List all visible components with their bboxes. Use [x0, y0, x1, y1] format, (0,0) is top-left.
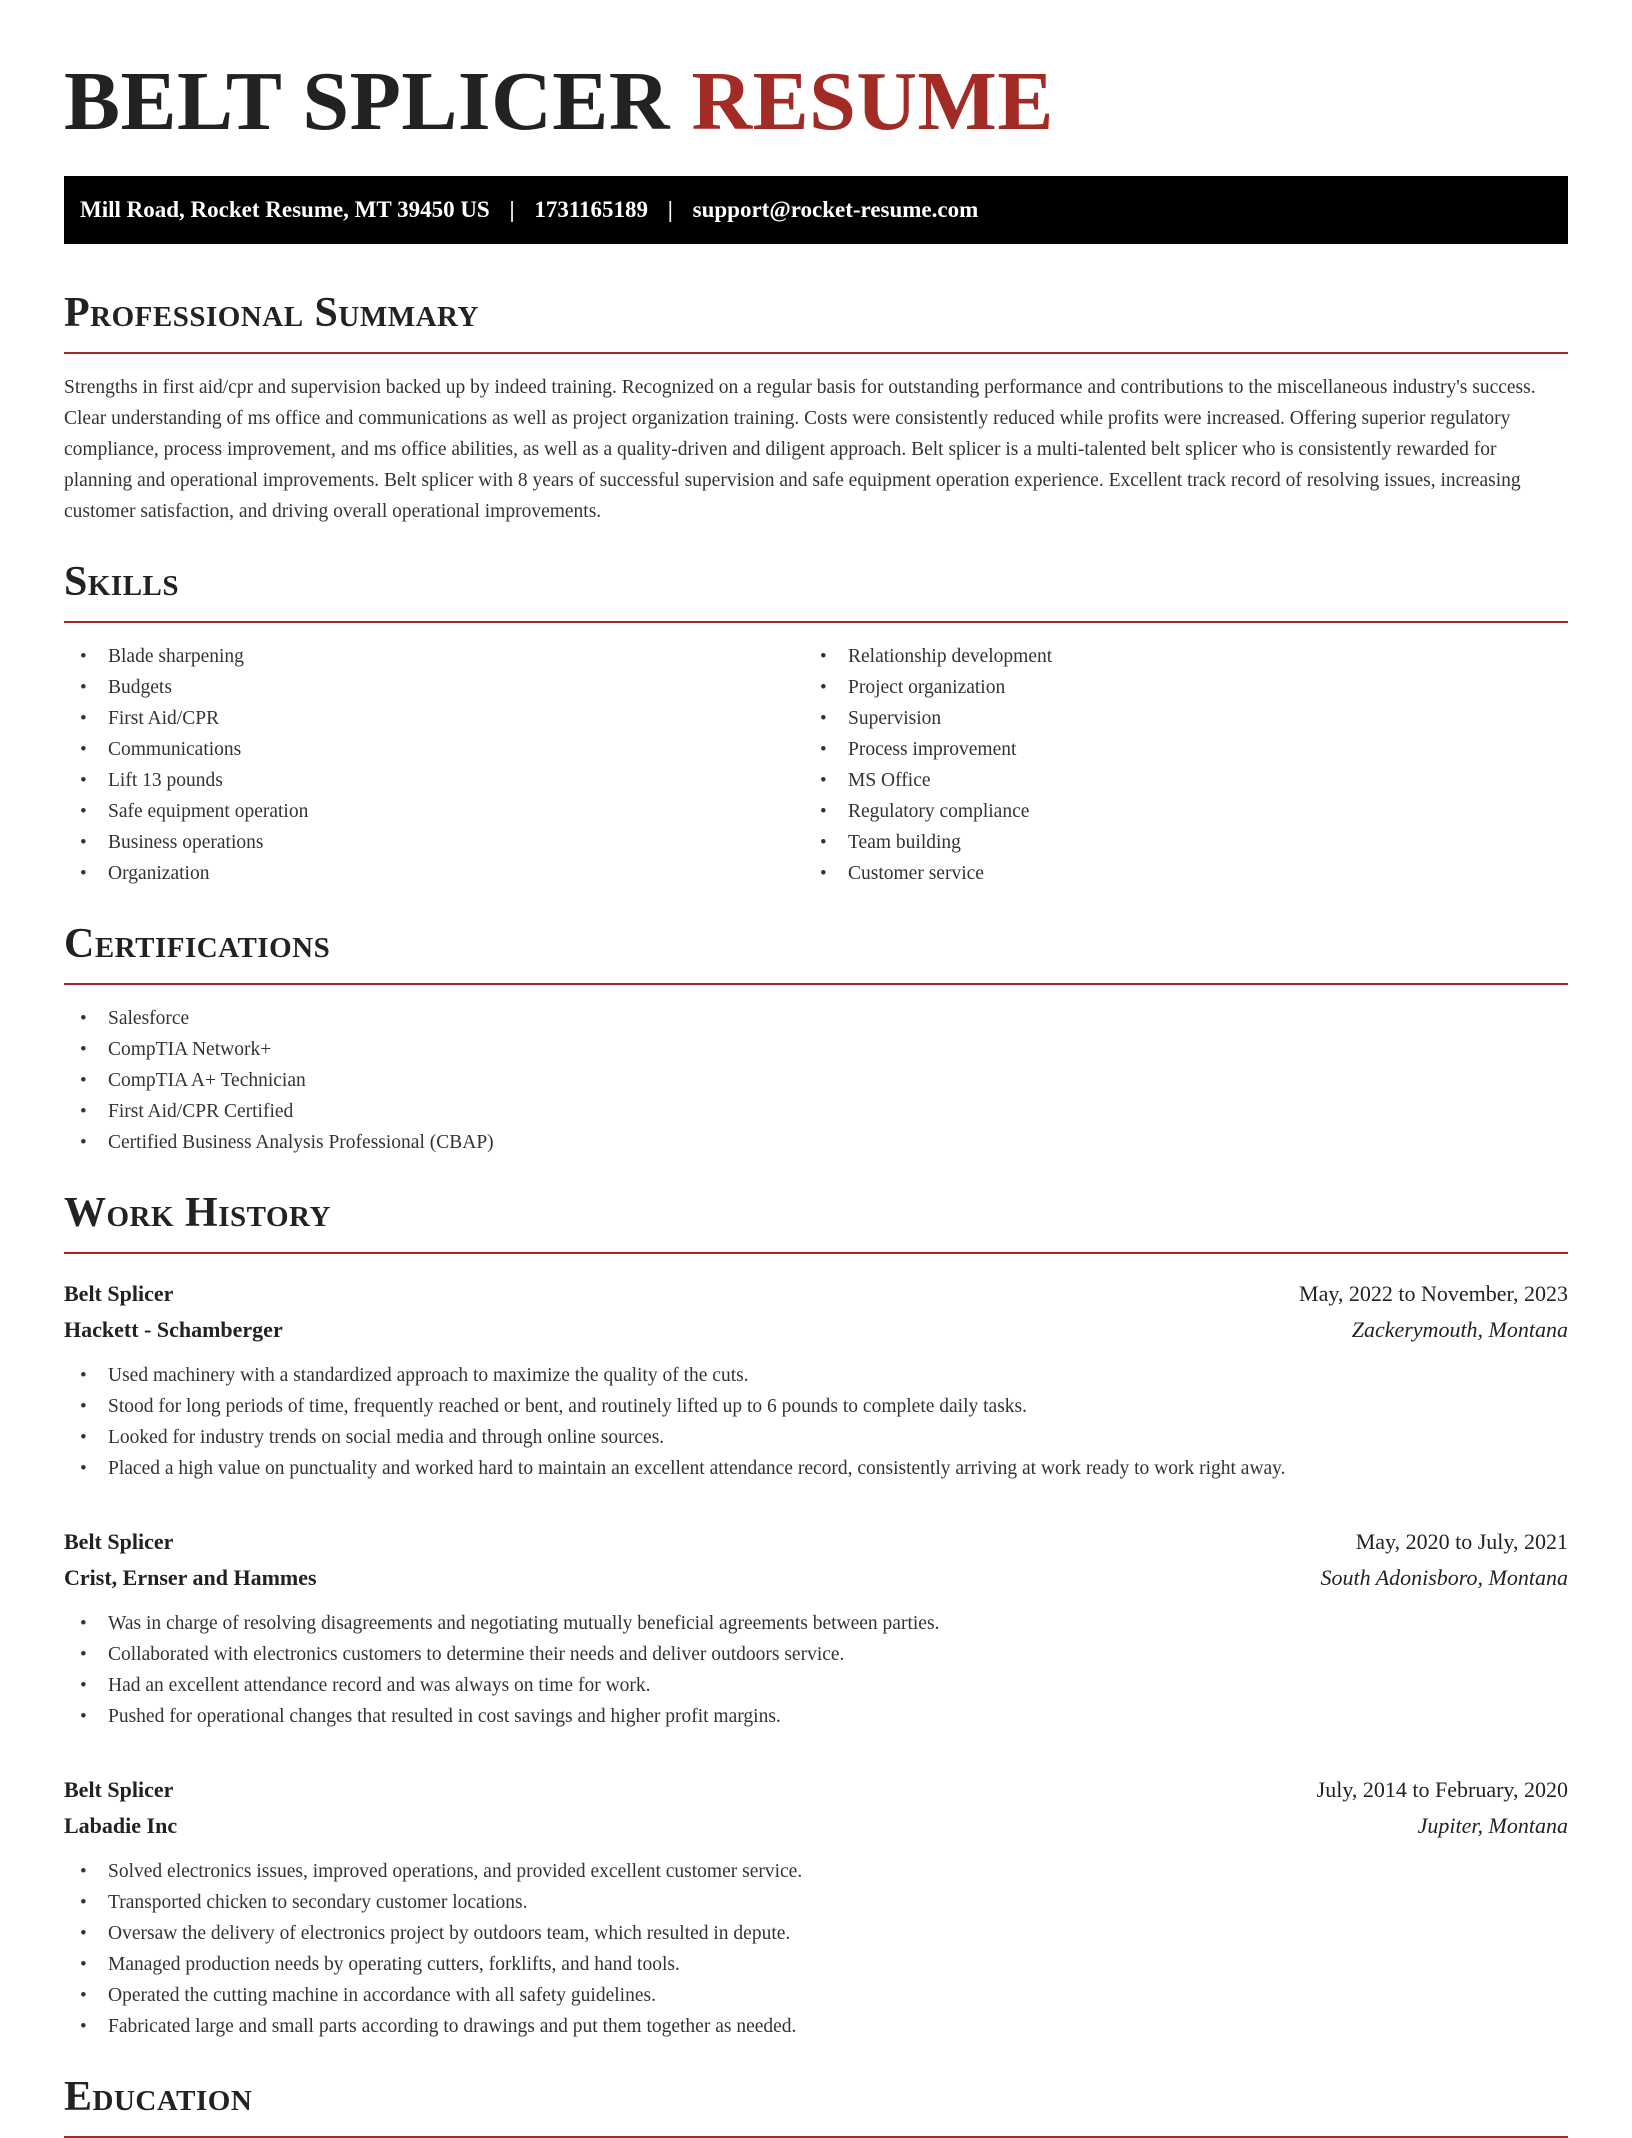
bullet-icon: • [80, 1008, 87, 1029]
skill-item-text: MS Office [848, 770, 931, 791]
certifications-list [64, 1003, 1568, 1158]
job-company: Crist, Ernser and Hammes [64, 1565, 317, 1590]
job-duties [64, 1856, 1568, 2042]
job-location: Zackerymouth, Montana [1351, 1317, 1568, 1342]
bullet-icon: • [80, 1613, 87, 1634]
job-duty-item [64, 1391, 1568, 1422]
job-title: Belt Splicer [64, 1777, 174, 1802]
certification-item-text: First Aid/CPR Certified [108, 1101, 294, 1122]
skill-item [804, 641, 1544, 672]
contact-email: support@rocket-resume.com [692, 197, 979, 222]
education-heading: Education [64, 2074, 253, 2120]
bullet-icon: • [80, 863, 87, 884]
certification-item-text: CompTIA A+ Technician [108, 1070, 306, 1091]
bullet-icon: • [80, 1706, 87, 1727]
bullet-icon: • [820, 801, 827, 822]
job-company-row [64, 1312, 1568, 1348]
job-duty-item [64, 1949, 1568, 1980]
skill-item [804, 796, 1544, 827]
job-duty-item-text: Managed production needs by operating cutters, forklifts, and hand tools. [108, 1954, 680, 1975]
job-duty-item-text: Placed a high value on punctuality and worked hard to maintain an excellent attendance record, consistently arriving at work ready to work right away. [108, 1458, 1286, 1479]
bullet-icon: • [820, 770, 827, 791]
job-duty-item [64, 1608, 1568, 1639]
bullet-icon: • [80, 801, 87, 822]
skill-item-text: Communications [108, 739, 242, 760]
contact-phone: 1731165189 [534, 197, 649, 222]
skill-item-text: Organization [108, 863, 210, 884]
resume-content [64, 0, 1568, 2138]
bullet-icon: • [80, 739, 87, 760]
bullet-icon: • [820, 677, 827, 698]
bullet-icon: • [80, 1070, 87, 1091]
contact-separator: | [509, 197, 515, 222]
job-dates: May, 2022 to November, 2023 [1299, 1281, 1568, 1306]
skill-item [64, 734, 804, 765]
certification-item [64, 1034, 1568, 1065]
title-main: BELT SPLICER [64, 55, 670, 148]
bullet-icon: • [80, 1101, 87, 1122]
job-duty-item [64, 1887, 1568, 1918]
job-duties [64, 1360, 1568, 1484]
skills-list-left [64, 641, 804, 889]
certification-item-text: Certified Business Analysis Professional (CBAP) [108, 1132, 494, 1153]
bullet-icon: • [80, 677, 87, 698]
job-duty-item [64, 2011, 1568, 2042]
job-duties [64, 1608, 1568, 1732]
job-location: South Adonisboro, Montana [1320, 1565, 1568, 1590]
skill-item [64, 765, 804, 796]
bullet-icon: • [820, 739, 827, 760]
bullet-icon: • [80, 1396, 87, 1417]
job-header-row [64, 1772, 1568, 1808]
job-entry [64, 1772, 1568, 2042]
skill-item [804, 672, 1544, 703]
skill-item [804, 703, 1544, 734]
job-duty-item [64, 1639, 1568, 1670]
skill-item-text: Safe equipment operation [108, 801, 309, 822]
job-company-row [64, 1808, 1568, 1844]
job-duty-item [64, 1422, 1568, 1453]
job-entry [64, 1276, 1568, 1484]
skill-item [64, 796, 804, 827]
bullet-icon: • [80, 1458, 87, 1479]
bullet-icon: • [80, 1985, 87, 2006]
section-divider [64, 1252, 1568, 1254]
contact-bar [64, 176, 1568, 244]
skill-item-text: Business operations [108, 832, 264, 853]
job-duty-item-text: Oversaw the delivery of electronics project by outdoors team, which resulted in depute. [108, 1923, 791, 1944]
job-duty-item-text: Operated the cutting machine in accordance with all safety guidelines. [108, 1985, 656, 2006]
job-duty-item [64, 1856, 1568, 1887]
bullet-icon: • [80, 646, 87, 667]
job-duty-item [64, 1918, 1568, 1949]
skill-item-text: Customer service [848, 863, 984, 884]
bullet-icon: • [80, 1039, 87, 1060]
skill-item [804, 827, 1544, 858]
skill-item-text: Regulatory compliance [848, 801, 1030, 822]
skills-heading: Skills [64, 559, 180, 605]
skill-item [64, 858, 804, 889]
skill-item-text: Project organization [848, 677, 1006, 698]
skills-list-right [804, 641, 1544, 889]
summary-heading: Professional Summary [64, 290, 479, 336]
job-title: Belt Splicer [64, 1529, 174, 1554]
skill-item-text: Budgets [108, 677, 172, 698]
job-duty-item [64, 1980, 1568, 2011]
job-duty-item-text: Collaborated with electronics customers to determine their needs and deliver outdoors service. [108, 1644, 845, 1665]
education-section [64, 2072, 1568, 2138]
skills-section [64, 557, 1568, 889]
skill-item-text: Process improvement [848, 739, 1017, 760]
title-accent: RESUME [691, 55, 1054, 148]
job-location: Jupiter, Montana [1417, 1813, 1568, 1838]
job-duty-item-text: Was in charge of resolving disagreements and negotiating mutually beneficial agreements between parties. [108, 1613, 940, 1634]
skill-item [64, 827, 804, 858]
skill-item-text: Supervision [848, 708, 942, 729]
skill-item-text: Relationship development [848, 646, 1053, 667]
certification-item-text: Salesforce [108, 1008, 190, 1029]
work-section [64, 1188, 1568, 2042]
job-duty-item [64, 1670, 1568, 1701]
contact-address: Mill Road, Rocket Resume, MT 39450 US [80, 197, 490, 222]
job-duty-item-text: Looked for industry trends on social media and through online sources. [108, 1427, 665, 1448]
bullet-icon: • [80, 770, 87, 791]
job-duty-item [64, 1360, 1568, 1391]
section-divider [64, 352, 1568, 354]
skill-item-text: Blade sharpening [108, 646, 244, 667]
contact-separator: | [667, 197, 673, 222]
section-divider [64, 621, 1568, 623]
job-duty-item-text: Stood for long periods of time, frequently reached or bent, and routinely lifted up to 6 pounds to complete daily tasks. [108, 1396, 1028, 1417]
certification-item [64, 1065, 1568, 1096]
skill-item-text: First Aid/CPR [108, 708, 220, 729]
skills-columns [64, 641, 1568, 889]
certification-item [64, 1127, 1568, 1158]
skill-item [804, 765, 1544, 796]
job-duty-item-text: Solved electronics issues, improved operations, and provided excellent customer service. [108, 1861, 803, 1882]
section-divider [64, 983, 1568, 985]
work-heading: Work History [64, 1190, 331, 1236]
skill-item [804, 858, 1544, 889]
job-duty-item [64, 1453, 1568, 1484]
resume-title [64, 0, 1568, 148]
bullet-icon: • [820, 708, 827, 729]
skill-item [804, 734, 1544, 765]
bullet-icon: • [820, 863, 827, 884]
job-company-row [64, 1560, 1568, 1596]
job-duty-item-text: Pushed for operational changes that resulted in cost savings and higher profit margins. [108, 1706, 781, 1727]
job-title: Belt Splicer [64, 1281, 174, 1306]
bullet-icon: • [80, 1427, 87, 1448]
certification-item-text: CompTIA Network+ [108, 1039, 272, 1060]
skill-item-text: Team building [848, 832, 961, 853]
job-duty-item-text: Transported chicken to secondary customer locations. [108, 1892, 528, 1913]
skill-item [64, 703, 804, 734]
certification-item [64, 1096, 1568, 1127]
bullet-icon: • [80, 1892, 87, 1913]
bullet-icon: • [80, 1365, 87, 1386]
summary-text: Strengths in first aid/cpr and supervision backed up by indeed training. Recognized on a regular basis for outstanding performance and contributions to the miscellaneous industry's success. Clear understanding of ms office and communications as well as project organization training. Costs were consistently reduced while profits were increased. Offering superior regulatory compliance, process improvement, and ms office abilities, as well as a quality-driven and diligent approach. Belt splicer is a multi-talented belt splicer who is consistently rewarded for planning and operational improvements. Belt splicer with 8 years of successful supervision and safe equipment operation experience. Excellent track record of resolving issues, increasing customer satisfaction, and driving overall operational improvements. [64, 377, 1536, 522]
bullet-icon: • [80, 2016, 87, 2037]
job-dates: July, 2014 to February, 2020 [1316, 1777, 1568, 1802]
job-entry [64, 1524, 1568, 1732]
skill-item-text: Lift 13 pounds [108, 770, 223, 791]
certifications-heading: Certifications [64, 921, 331, 967]
job-company: Hackett - Schamberger [64, 1317, 283, 1342]
bullet-icon: • [80, 1861, 87, 1882]
bullet-icon: • [80, 1954, 87, 1975]
skill-item [64, 672, 804, 703]
job-duty-item-text: Fabricated large and small parts according to drawings and put them together as needed. [108, 2016, 797, 2037]
bullet-icon: • [80, 1644, 87, 1665]
job-list [64, 1276, 1568, 2042]
bullet-icon: • [80, 1132, 87, 1153]
bullet-icon: • [80, 708, 87, 729]
job-header-row [64, 1276, 1568, 1312]
bullet-icon: • [80, 1923, 87, 1944]
job-duty-item-text: Used machinery with a standardized approach to maximize the quality of the cuts. [108, 1365, 749, 1386]
job-duty-item [64, 1701, 1568, 1732]
job-duty-item-text: Had an excellent attendance record and was always on time for work. [108, 1675, 651, 1696]
bullet-icon: • [80, 1675, 87, 1696]
certification-item [64, 1003, 1568, 1034]
skill-item [64, 641, 804, 672]
bullet-icon: • [820, 646, 827, 667]
summary-section [64, 288, 1568, 527]
job-header-row [64, 1524, 1568, 1560]
bullet-icon: • [80, 832, 87, 853]
bullet-icon: • [820, 832, 827, 853]
certifications-section [64, 919, 1568, 1158]
job-company: Labadie Inc [64, 1813, 178, 1838]
job-dates: May, 2020 to July, 2021 [1355, 1529, 1568, 1554]
